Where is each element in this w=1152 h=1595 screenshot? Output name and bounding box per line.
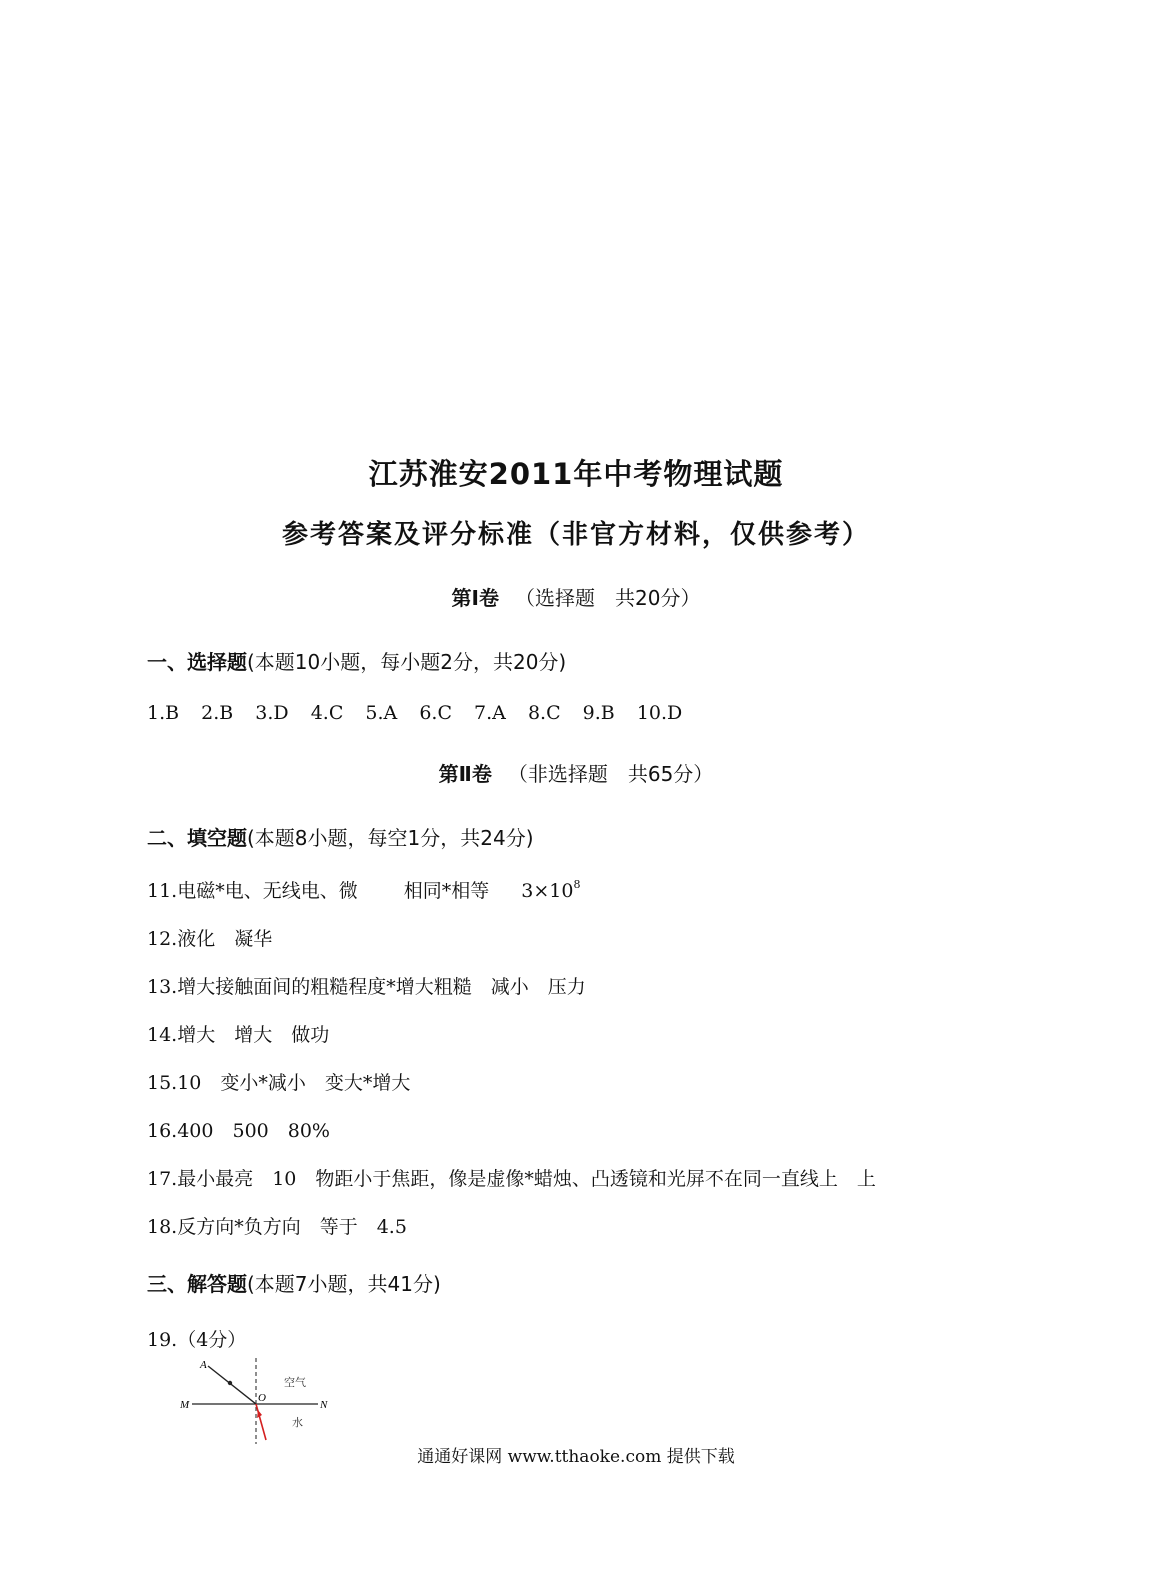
answer-item: 4.C bbox=[310, 702, 344, 724]
section-2-title: 二、填空题 bbox=[147, 826, 247, 850]
answer-line-18: 18.反方向*负方向 等于 4.5 bbox=[147, 1216, 407, 1238]
section-3-heading bbox=[147, 1268, 441, 1297]
answer-line-12: 12.液化 凝华 bbox=[147, 928, 273, 950]
answer-line-11: 11.电磁*电、无线电、微 相同*相等 $3\times 10^8$ bbox=[147, 878, 581, 902]
answer-11-a: 电磁*电、无线电、微 bbox=[177, 880, 358, 902]
answer-line-16: 16.400 500 80% bbox=[147, 1120, 330, 1142]
answer-11-b: 相同*相等 bbox=[403, 880, 490, 902]
answer-line-17: 17.最小最亮 10 物距小于焦距，像是虚像*蜡烛、凸透镜和光屏不在同一直线上 上 bbox=[147, 1168, 876, 1190]
label-water: 水 bbox=[292, 1416, 303, 1429]
section-3-note: (本题7小题，共41分) bbox=[247, 1272, 441, 1296]
section-2-heading bbox=[147, 822, 534, 851]
answer-item: 3.D bbox=[255, 702, 289, 724]
page-subtitle: 参考答案及评分标准（非官方材料，仅供参考） bbox=[281, 520, 870, 550]
section-1-title: 一、选择题 bbox=[147, 650, 247, 674]
section-1-note: (本题10小题，每小题2分，共20分) bbox=[247, 650, 567, 674]
answer-item: 1.B bbox=[147, 702, 180, 724]
label-o: O bbox=[258, 1392, 266, 1404]
answer-line-19: 19.（4分） bbox=[147, 1329, 247, 1351]
incident-ray bbox=[208, 1366, 256, 1404]
footer-text: 通通好课网 www.tthaoke.com 提供下载 bbox=[417, 1447, 735, 1467]
ray-point bbox=[228, 1381, 232, 1385]
part-2-heading bbox=[0, 758, 1152, 787]
section-2-note: (本题8小题，每空1分，共24分) bbox=[247, 826, 534, 850]
label-m: M bbox=[180, 1399, 190, 1411]
answer-item: 2.B bbox=[201, 702, 234, 724]
page-title: 江苏淮安2011年中考物理试题 bbox=[368, 457, 784, 491]
part-2-note: （非选择题 共65分） bbox=[507, 762, 714, 786]
part-1-note: （选择题 共20分） bbox=[515, 586, 701, 610]
answer-line-15: 15.10 变小*减小 变大*增大 bbox=[147, 1072, 411, 1094]
answer-line-13: 13.增大接触面间的粗糙程度*增大粗糙 减小 压力 bbox=[147, 976, 586, 998]
answer-item: 10.D bbox=[636, 702, 683, 724]
answer-item: 6.C bbox=[419, 702, 452, 724]
refracted-ray bbox=[256, 1404, 266, 1440]
answer-11-c: 3×10 bbox=[521, 880, 574, 902]
part-1-heading bbox=[0, 582, 1152, 611]
answer-11-exponent: 8 bbox=[573, 878, 581, 891]
label-n: N bbox=[320, 1399, 328, 1411]
answer-item: 9.B bbox=[582, 702, 615, 724]
refraction-diagram bbox=[180, 1356, 340, 1446]
answer-item: 7.A bbox=[474, 702, 506, 724]
part-2-label: 第Ⅱ卷 bbox=[438, 762, 492, 786]
answer-item: 8.C bbox=[527, 702, 561, 724]
part-1-label: 第Ⅰ卷 bbox=[451, 586, 499, 610]
answer-item: 5.A bbox=[365, 702, 398, 724]
section-1-heading bbox=[147, 646, 566, 675]
label-a: A bbox=[200, 1359, 207, 1371]
label-air: 空气 bbox=[284, 1376, 306, 1389]
answer-line-14: 14.增大 增大 做功 bbox=[147, 1024, 330, 1046]
section-1-answers bbox=[147, 702, 682, 724]
section-3-title: 三、解答题 bbox=[147, 1272, 247, 1296]
